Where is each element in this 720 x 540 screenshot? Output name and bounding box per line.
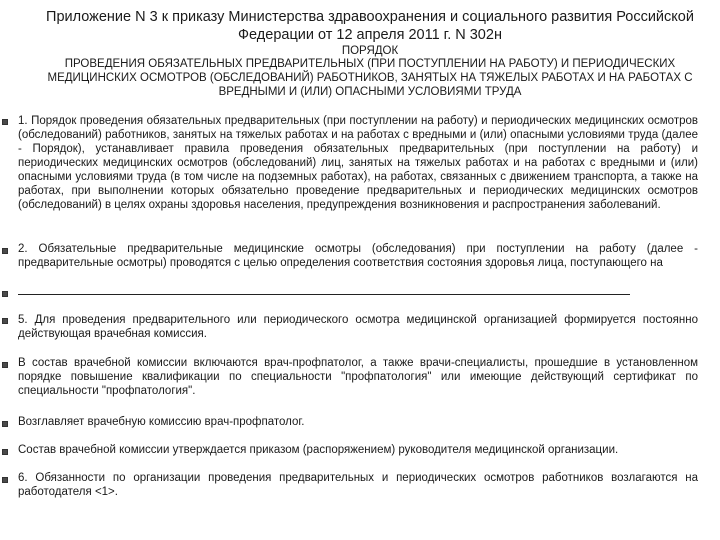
bullet-icon bbox=[2, 477, 8, 483]
paragraph-3: 5. Для проведения предварительного или периодического осмотра медицинской организацией формируется постоянно действующая врачебная комиссия. bbox=[18, 314, 698, 340]
section-subheading: ПРОВЕДЕНИЯ ОБЯЗАТЕЛЬНЫХ ПРЕДВАРИТЕЛЬНЫХ (ПРИ ПОСТУПЛЕНИИ НА РАБОТУ) И ПЕРИОДИЧЕСКИХ МЕДИЦИНСКИХ ОСМОТРОВ (ОБСЛЕДОВАНИЙ) РАБОТНИКОВ, ЗАНЯТЫХ НА ТЯЖЕЛЫХ РАБОТАХ И НА РАБОТАХ С ВРЕДНЫМИ И (ИЛИ) ОПАСНЫМИ УСЛОВИЯМИ ТРУДА bbox=[47, 58, 693, 99]
divider-line bbox=[18, 294, 630, 295]
paragraph-7: 6. Обязанности по организации проведения предварительных и периодических осмотров работников возлагаются на работодателя <1>. bbox=[18, 472, 698, 498]
bullet-icon bbox=[2, 248, 8, 254]
bullet-icon bbox=[2, 119, 8, 125]
paragraph-1: 1. Порядок проведения обязательных предварительных (при поступлении на работу) и периодических медицинских осмотров (обследований) работников, занятых на тяжелых работах и на работах с вредными и (или) опасными условиями труда (далее - Порядок), устанавливает правила проведения обязательных предварительных (при поступлении на работу) и периодических медицинских осмотров (обследований) лиц, занятых на тяжелых работах и на работах с вредными и (или) опасными условиями труда (в том числе на подземных работах), на работах, связанных с движением транспорта, а также на работах, при выполнении которых обязательно проведение предварительных и периодических медицинских осмотров (обследований) в целях охраны здоровья населения, предупреждения возникновения и распространения заболеваний. bbox=[18, 115, 698, 211]
bullet-icon bbox=[2, 362, 8, 368]
bullet-icon bbox=[2, 291, 8, 297]
bullet-icon bbox=[2, 421, 8, 427]
paragraph-2: 2. Обязательные предварительные медицинские осмотры (обследования) при поступлении на работу (далее - предварительные осмотры) проводятся с целью определения соответствия состояния здоровья лица, поступающего на bbox=[18, 243, 698, 269]
bullet-icon bbox=[2, 318, 8, 324]
paragraph-6: Состав врачебной комиссии утверждается приказом (распоряжением) руководителя медицинской организации. bbox=[18, 444, 619, 456]
section-heading: ПОРЯДОК bbox=[341, 45, 399, 57]
document-title: Приложение N 3 к приказу Министерства здравоохранения и социального развития Российской Федерации от 12 апреля 2011 г. N 302н bbox=[46, 9, 694, 43]
bullet-icon bbox=[2, 449, 8, 455]
paragraph-5: Возглавляет врачебную комиссию врач-профпатолог. bbox=[18, 416, 305, 428]
paragraph-4: В состав врачебной комиссии включаются врач-профпатолог, а также врачи-специалисты, прошедшие в установленном порядке повышение квалификации по специальности "профпатология" или имеющие действующий сертификат по специальности "профпатология". bbox=[18, 357, 698, 397]
